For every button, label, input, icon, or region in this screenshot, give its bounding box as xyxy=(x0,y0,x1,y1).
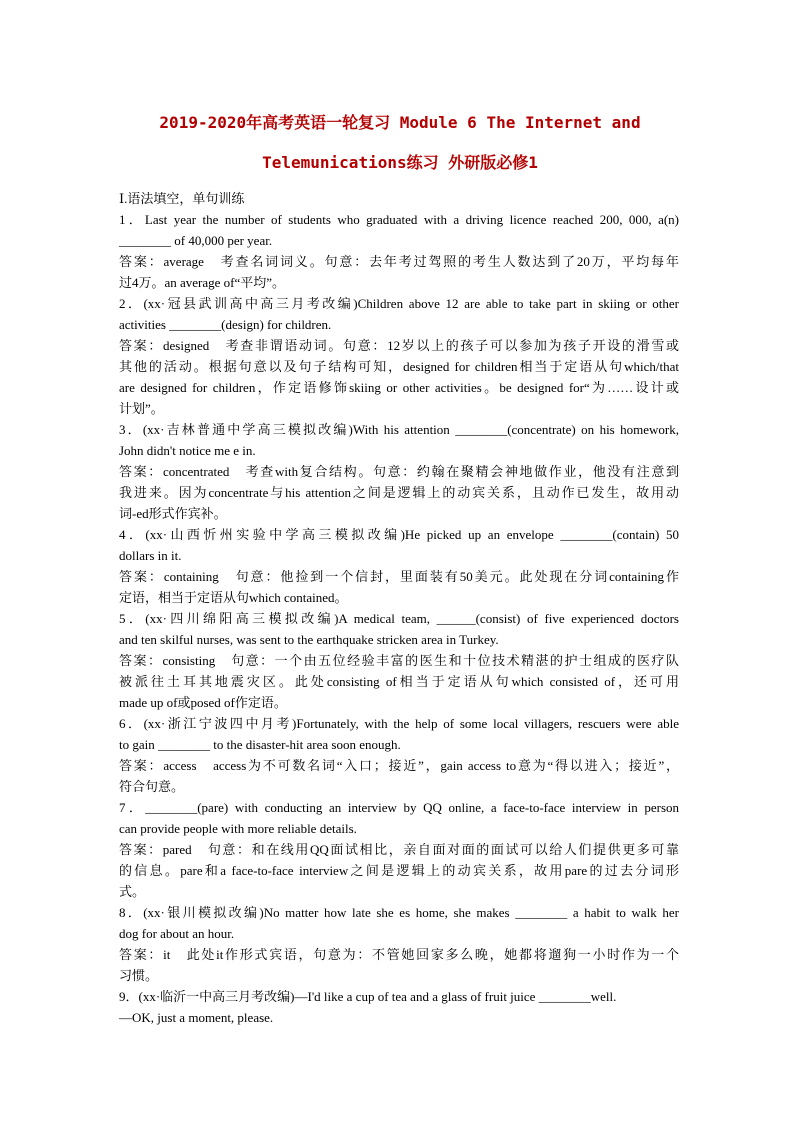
text-line: activities ________(design) for children. xyxy=(119,317,332,332)
text-line: 符合句意。 xyxy=(119,779,185,794)
text-line: 4．(xx·山西忻州实验中学高三模拟改编)He picked up an envelope ________(contain) 50 xyxy=(119,527,679,542)
text-line: dog for about an hour. xyxy=(119,926,235,941)
text-line: 答案：it 此处it作形式宾语，句意为：不管她回家多么晚，她都将遛狗一小时作为一个 xyxy=(119,947,679,962)
text-line: can provide people with more reliable details. xyxy=(119,821,357,836)
text-line: 计划”。 xyxy=(119,401,164,416)
text-line: 答案：designed 考查非谓语动词。句意：12岁以上的孩子可以参加为孩子开设的滑雪或 xyxy=(119,338,679,353)
text-line: are designed for children，作定语修饰skiing or other activities。be designed for“为……设计或 xyxy=(119,380,679,395)
text-line: 的信息。pare和a face-to-face interview之间是逻辑上的动宾关系，故用pare的过去分词形 xyxy=(119,863,679,878)
text-line: 答案：concentrated 考查with复合结构。句意：约翰在聚精会神地做作业，他没有注意到 xyxy=(119,464,679,479)
text-line: 答案：pared 句意：和在线用QQ面试相比，亲自面对面的面试可以给人们提供更多可靠 xyxy=(119,842,679,857)
exercise-body xyxy=(119,188,679,1028)
text-line: 7．________(pare) with conducting an interview by QQ online, a face-to-face interview in person xyxy=(119,800,679,815)
text-line: 被派往土耳其地震灾区。此处consisting of相当于定语从句which consisted of，还可用 xyxy=(119,674,679,689)
text-line: John didn't notice me e in. xyxy=(119,443,256,458)
text-line: 定语，相当于定语从句which contained。 xyxy=(119,590,348,605)
text-line: made up of或posed of作定语。 xyxy=(119,695,287,710)
text-line: Ⅰ.语法填空，单句训练 xyxy=(119,191,245,206)
text-line: 其他的活动。根据句意以及句子结构可知，designed for children相当于定语从句which/that xyxy=(119,359,679,374)
document-title-line-2: Telemunications练习 外研版必修1 xyxy=(262,153,538,172)
document-title-line-1: 2019-2020年高考英语一轮复习 Module 6 The Internet and xyxy=(159,113,641,132)
text-line: 8．(xx·银川模拟改编)No matter how late she es home, she makes ________ a habit to walk her xyxy=(119,905,679,920)
text-line: to gain ________ to the disaster-hit area soon enough. xyxy=(119,737,401,752)
text-line: and ten skilful nurses, was sent to the earthquake stricken area in Turkey. xyxy=(119,632,499,647)
text-line: 答案：average 考查名词词义。句意：去年考过驾照的考生人数达到了20万，平均每年 xyxy=(119,254,679,269)
text-line: 6．(xx·浙江宁波四中月考)Fortunately, with the help of some local villagers, rescuers were able xyxy=(119,716,679,731)
text-line: 过4万。an average of“平均”。 xyxy=(119,275,286,290)
text-line: 答案：access access为不可数名词“入口；接近”，gain access to意为“得以进入；接近”， xyxy=(119,758,679,773)
text-line: 1．Last year the number of students who graduated with a driving licence reached 200, 000, a(n) xyxy=(119,212,679,227)
text-line: 3．(xx·吉林普通中学高三模拟改编)With his attention ________(concentrate) on his homework, xyxy=(119,422,679,437)
text-line: 9．(xx·临沂一中高三月考改编)—I'd like a cup of tea and a glass of fruit juice ________well. xyxy=(119,989,617,1004)
text-line: 答案：consisting 句意：一个由五位经验丰富的医生和十位技术精湛的护士组成的医疗队 xyxy=(119,653,679,668)
text-line: 答案：containing 句意：他捡到一个信封，里面装有50美元。此处现在分词containing作 xyxy=(119,569,679,584)
text-line: dollars in it. xyxy=(119,548,182,563)
text-line: 习惯。 xyxy=(119,968,159,983)
text-line: —OK, just a moment, please. xyxy=(119,1010,274,1025)
text-line: 式。 xyxy=(119,884,146,899)
text-line: 5．(xx·四川绵阳高三模拟改编)A medical team, ______(consist) of five experienced doctors xyxy=(119,611,679,626)
text-line: 2．(xx·冠县武训高中高三月考改编)Children above 12 are able to take part in skiing or other xyxy=(119,296,679,311)
text-line: 我进来。因为concentrate与his attention之间是逻辑上的动宾关系，且动作已发生，故用动 xyxy=(119,485,679,500)
text-line: ________ of 40,000 per year. xyxy=(119,233,273,248)
text-line: 词-ed形式作宾补。 xyxy=(119,506,227,521)
